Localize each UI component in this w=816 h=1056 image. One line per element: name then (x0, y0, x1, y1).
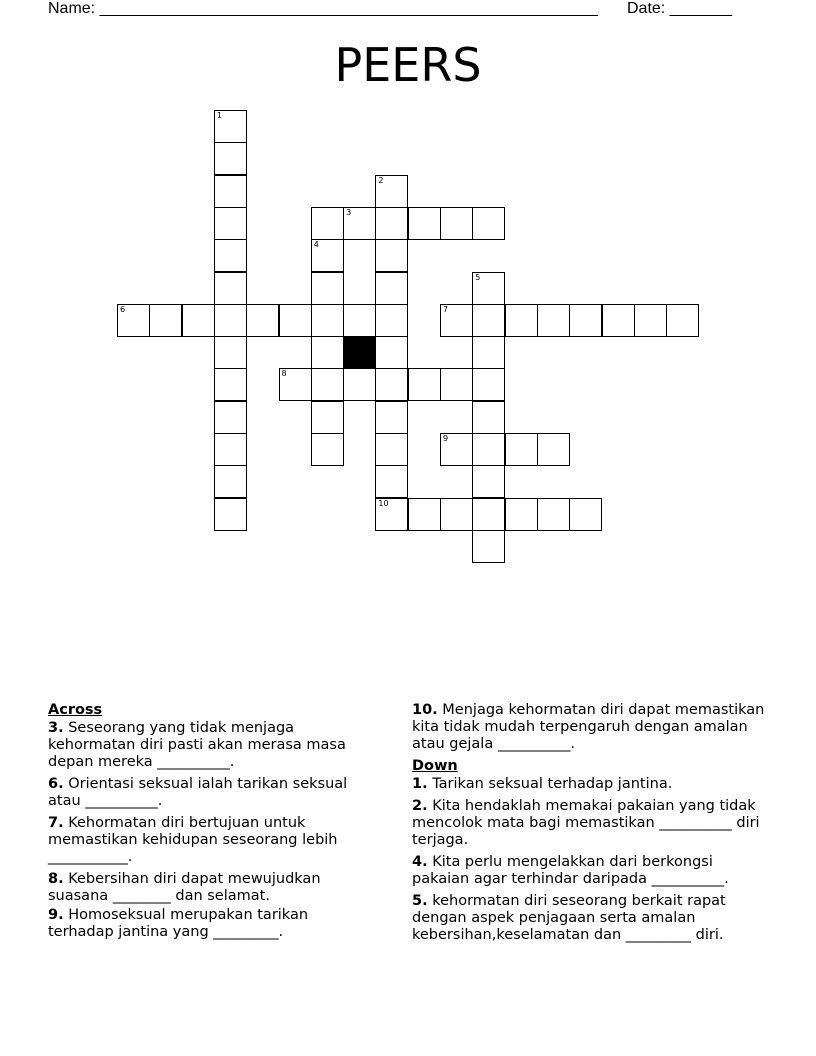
grid-cell[interactable] (472, 272, 505, 305)
clue-down-2: 2. Kita hendaklah memakai pakaian yang tidak mencolok mata bagi memastikan __________ diri terjaga. (412, 798, 760, 848)
clue-down-4: 4. Kita perlu mengelakkan dari berkongsi pakaian agar terhindar daripada __________. (412, 854, 729, 887)
grid-cell[interactable] (440, 304, 473, 337)
grid-cell[interactable] (214, 368, 247, 401)
grid-cell[interactable] (537, 304, 570, 337)
grid-cell[interactable] (311, 304, 344, 337)
grid-cell[interactable] (214, 110, 247, 143)
across-heading: Across (48, 702, 103, 718)
grid-cell[interactable] (440, 498, 473, 531)
grid-cell[interactable] (375, 175, 408, 208)
grid-cell[interactable] (214, 239, 247, 272)
clue-number: 10 (378, 498, 389, 508)
grid-cell[interactable] (505, 498, 538, 531)
black-square (343, 336, 376, 369)
grid-cell[interactable] (408, 498, 441, 531)
grid-cell[interactable] (311, 368, 344, 401)
clue-number: 7 (443, 304, 449, 314)
date-label: Date: _______ (627, 0, 732, 17)
clue-number: 9 (443, 434, 449, 443)
page-title: PEERS (334, 38, 482, 92)
grid-cell[interactable] (602, 304, 635, 337)
grid-cell[interactable] (375, 272, 408, 305)
grid-cell[interactable] (214, 401, 247, 434)
grid-cell[interactable] (375, 498, 408, 531)
clue-across-8: 8. Kebersihan diri dapat mewujudkan suasana ________ dan selamat. (48, 871, 321, 904)
grid-cell[interactable] (279, 368, 312, 401)
clue-across-3: 3. Seseorang yang tidak menjaga kehormatan diri pasti akan merasa masa depan mereka __________. (48, 720, 346, 770)
grid-cell[interactable] (311, 239, 344, 272)
grid-cell[interactable] (182, 304, 215, 337)
grid-cell[interactable] (472, 530, 505, 563)
grid-cell[interactable] (505, 304, 538, 337)
grid-cell[interactable] (375, 465, 408, 498)
grid-cell[interactable] (375, 433, 408, 466)
grid-cell[interactable] (472, 498, 505, 531)
grid-cell[interactable] (343, 207, 376, 240)
grid-cell[interactable] (214, 498, 247, 531)
clue-number: 3 (346, 207, 352, 217)
clue-number: 2 (378, 175, 384, 185)
clue-number: 1 (216, 111, 222, 120)
grid-cell[interactable] (214, 304, 247, 337)
grid-cell[interactable] (537, 498, 570, 531)
grid-cell[interactable] (472, 401, 505, 434)
clue-down-5: 5. kehormatan diri seseorang berkait rapat dengan aspek penjagaan serta amalan kebersihan,keselamatan dan _________ diri. (412, 893, 726, 943)
grid-cell[interactable] (279, 304, 312, 337)
clue-number: 5 (475, 272, 481, 282)
clue-number: 8 (281, 369, 287, 379)
grid-cell[interactable] (569, 304, 602, 337)
grid-cell[interactable] (214, 175, 247, 208)
grid-cell[interactable] (537, 433, 570, 466)
grid-cell[interactable] (408, 368, 441, 401)
grid-cell[interactable] (375, 401, 408, 434)
grid-cell[interactable] (375, 207, 408, 240)
grid-cell[interactable] (311, 207, 344, 240)
grid-cell[interactable] (472, 207, 505, 240)
grid-cell[interactable] (472, 368, 505, 401)
grid-cell[interactable] (214, 433, 247, 466)
name-label: Name: ________________________________________________________ (48, 0, 598, 17)
grid-cell[interactable] (311, 401, 344, 434)
grid-cell[interactable] (343, 368, 376, 401)
grid-cell[interactable] (214, 207, 247, 240)
grid-cell[interactable] (472, 336, 505, 369)
down-heading: Down (412, 758, 458, 774)
grid-cell[interactable] (311, 433, 344, 466)
grid-cell[interactable] (472, 465, 505, 498)
grid-cell[interactable] (472, 304, 505, 337)
grid-cell[interactable] (149, 304, 182, 337)
clue-down-1: 1. Tarikan seksual terhadap jantina. (412, 776, 673, 792)
grid-cell[interactable] (375, 368, 408, 401)
grid-cell[interactable] (311, 272, 344, 305)
grid-cell[interactable] (375, 239, 408, 272)
clue-across-6: 6. Orientasi seksual ialah tarikan seksual atau __________. (48, 776, 348, 809)
grid-cell[interactable] (440, 433, 473, 466)
right-clue-column (412, 702, 772, 949)
grid-cell[interactable] (375, 336, 408, 369)
grid-cell[interactable] (117, 304, 150, 337)
grid-cell[interactable] (634, 304, 667, 337)
grid-cell[interactable] (666, 304, 699, 337)
grid-cell[interactable] (246, 304, 279, 337)
grid-cell[interactable] (214, 272, 247, 305)
grid-cell[interactable] (440, 368, 473, 401)
grid-cell[interactable] (440, 207, 473, 240)
clue-across-7: 7. Kehormatan diri bertujuan untuk memastikan kehidupan seseorang lebih ___________. (48, 815, 338, 865)
grid-cell[interactable] (214, 336, 247, 369)
grid-cell[interactable] (569, 498, 602, 531)
clue-across-10: 10. Menjaga kehormatan diri dapat memastikan kita tidak mudah terpengaruh dengan amalan atau gejala __________. (412, 702, 765, 752)
clue-across-9: 9. Homoseksual merupakan tarikan terhadap jantina yang _________. (48, 907, 309, 940)
clue-number: 6 (120, 304, 126, 314)
grid-cell[interactable] (311, 336, 344, 369)
grid-cell[interactable] (214, 142, 247, 175)
grid-cell[interactable] (408, 207, 441, 240)
clue-number: 4 (313, 240, 319, 250)
grid-cell[interactable] (472, 433, 505, 466)
grid-cell[interactable] (505, 433, 538, 466)
across-clues (48, 702, 378, 946)
grid-cell[interactable] (375, 304, 408, 337)
grid-cell[interactable] (343, 304, 376, 337)
grid-cell[interactable] (214, 465, 247, 498)
